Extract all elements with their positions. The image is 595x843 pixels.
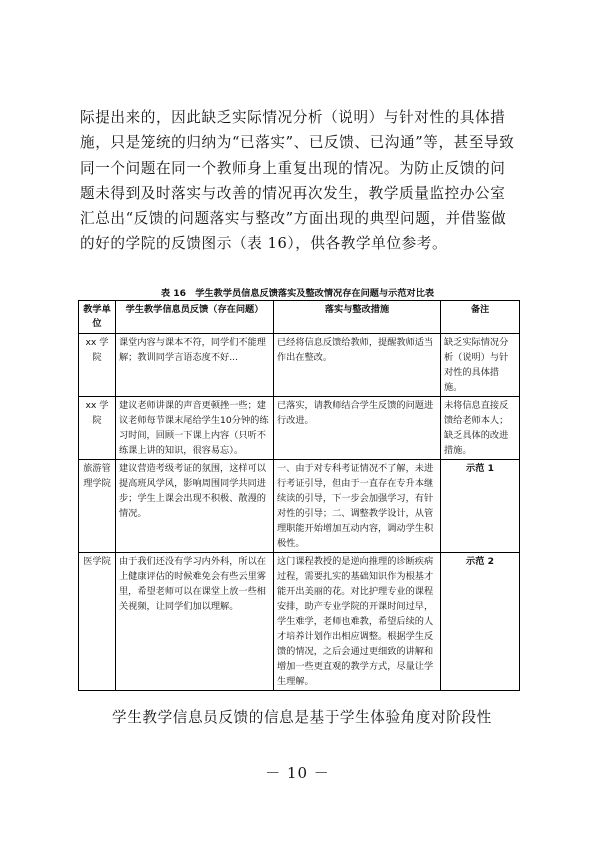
table-row bbox=[79, 397, 520, 460]
cell-feedback: 课堂内容与课本不符，同学们不能理解；教训同学言语态度不好... bbox=[116, 334, 274, 397]
cell-remarks: 示范 1 bbox=[441, 460, 520, 553]
cell-unit: xx 学院 bbox=[79, 334, 116, 397]
cell-measures: 已经将信息反馈给教师，提醒教师适当作出在整改。 bbox=[274, 334, 441, 397]
cell-unit: 医学院 bbox=[79, 553, 116, 691]
table-row bbox=[79, 334, 520, 397]
cell-feedback: 由于我们还没有学习内外科，所以在上健康评估的时候难免会有些云里雾里，希望老师可以在课堂上放一些相关视频，让同学们加以理解。 bbox=[116, 553, 274, 691]
cell-measures: 这门课程教授的是逆向推理的诊断疾病过程，需要扎实的基础知识作为根基才能开出美丽的花。对比护理专业的课程安排，助产专业学院的开课时间过早，学生难学，老师也难教，希望后续的人才培养计划作出相应调整。根据学生反馈的情况，之后会通过更细致的讲解和增加一些更直观的教学方式，尽量让学生理解。 bbox=[274, 553, 441, 691]
header-measures: 落实与整改措施 bbox=[274, 301, 441, 334]
cell-remarks: 示范 2 bbox=[441, 553, 520, 691]
cell-unit: 旅游管理学院 bbox=[79, 460, 116, 553]
table-row bbox=[79, 553, 520, 691]
header-remarks: 备注 bbox=[441, 301, 520, 334]
body-paragraph-bottom: 学生教学信息员反馈的信息是基于学生体验角度对阶段性 bbox=[112, 709, 492, 726]
table-row bbox=[79, 460, 520, 553]
body-paragraph-top: 际提出来的，因此缺乏实际情况分析（说明）与针对性的具体措施，只是笼统的归纳为“已落实”、已反馈、已沟通”等，甚至导致同一个问题在同一个教师身上重复出现的情况。为防止反馈的问题未得到及时落实与改善的情况再次发生，教学质量监控办公室汇总出“反馈的问题落实与整改”方面出现的典型问题，并借鉴做的好的学院的反馈图示（表 16），供各教学单位参考。 bbox=[80, 109, 515, 253]
table-header-row bbox=[79, 301, 520, 334]
table-caption: 表 16 学生教学员信息反馈落实及整改情况存在问题与示范对比表 bbox=[160, 288, 435, 299]
cell-feedback: 建议营造考级考证的氛围，这样可以提高班风学风，影响周围同学共同进步；学生上课会出现不积极、散漫的情况。 bbox=[116, 460, 274, 553]
cell-remarks: 未将信息直接反馈给老师本人；缺乏具体的改进措施。 bbox=[441, 397, 520, 460]
comparison-table bbox=[78, 300, 520, 691]
cell-feedback: 建议老师讲课的声音更顿挫一些；建议老师每节课末尾给学生10分钟的练习时间，回顾一下课上内容（只听不练课上讲的知识，很容易忘）。 bbox=[116, 397, 274, 460]
header-feedback: 学生教学信息员反馈（存在问题） bbox=[116, 301, 274, 334]
cell-remarks: 缺乏实际情况分析（说明）与针对性的具体措施。 bbox=[441, 334, 520, 397]
cell-measures: 一、由于对专科考证情况不了解，未进行考证引导，但由于一直存在专升本继续读的引导，下一步会加强学习，有针对性的引导；二、调整教学设计，从管理职能开始增加互动内容，调动学生积极性。 bbox=[274, 460, 441, 553]
header-unit: 教学单位 bbox=[79, 301, 116, 334]
page-number: － 10 － bbox=[265, 764, 330, 782]
cell-measures: 已落实，请教师结合学生反馈的问题进行改进。 bbox=[274, 397, 441, 460]
cell-unit: xx 学院 bbox=[79, 397, 116, 460]
